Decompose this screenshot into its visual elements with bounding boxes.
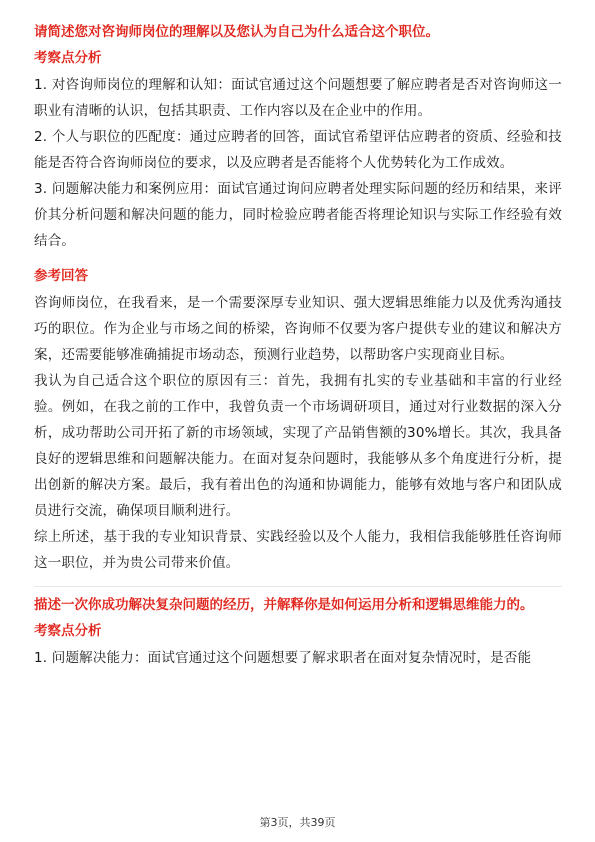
page-number-footer: 第3页，共39页 (259, 816, 336, 829)
q1-answer-paragraph-2: 我认为自己适合这个职位的原因有三：首先，我拥有扎实的专业基础和丰富的行业经验。例如，在我之前的工作中，我曾负责一个市场调研项目，通过对行业数据的深入分析，成功帮助公司开拓了新的市场领域，实现了产品销售额的30%增长。其次，我具备良好的逻辑思维和问题解决能力。在面对复杂问题时，我能够从多个角度进行分析，提出创新的解决方案。最后，我有着出色的沟通和协调能力，能够有效地与客户和团队成员进行交流，确保项目顺利进行。 (34, 373, 562, 519)
document-page (34, 22, 562, 671)
q1-analysis-label: 考察点分析 (34, 50, 102, 66)
question-divider (34, 586, 562, 587)
q1-answer-paragraph-3: 综上所述，基于我的专业知识背景、实践经验以及个人能力，我相信我能够胜任咨询师这一职位，并为贵公司带来价值。 (34, 529, 562, 571)
question-1-title: 请简述您对咨询师岗位的理解以及您认为自己为什么适合这个职位。 (34, 24, 439, 40)
q1-answer-label: 参考回答 (34, 268, 88, 284)
q2-analysis-point-1: 1. 问题解决能力：面试官通过这个问题想要了解求职者在面对复杂情况时，是否能 (34, 650, 532, 666)
q2-analysis-label: 考察点分析 (34, 623, 102, 639)
q1-analysis-point-1: 1. 对咨询师岗位的理解和认知：面试官通过这个问题想要了解应聘者是否对咨询师这一职业有清晰的认识，包括其职责、工作内容以及在企业中的作用。 (34, 77, 562, 119)
q1-answer-paragraph-1: 咨询师岗位，在我看来，是一个需要深厚专业知识、强大逻辑思维能力以及优秀沟通技巧的职位。作为企业与市场之间的桥梁，咨询师不仅要为客户提供专业的建议和解决方案，还需要能够准确捕捉市场动态，预测行业趋势，以帮助客户实现商业目标。 (34, 295, 562, 363)
q1-analysis-point-3: 3. 问题解决能力和案例应用：面试官通过询问应聘者处理实际问题的经历和结果，来评价其分析问题和解决问题的能力，同时检验应聘者能否将理论知识与实际工作经验有效结合。 (34, 181, 562, 249)
question-2-title: 描述一次你成功解决复杂问题的经历，并解释你是如何运用分析和逻辑思维能力的。 (34, 597, 534, 613)
q1-analysis-point-2: 2. 个人与职位的匹配度：通过应聘者的回答，面试官希望评估应聘者的资质、经验和技能是否符合咨询师岗位的要求，以及应聘者是否能将个人优势转化为工作成效。 (34, 129, 562, 171)
